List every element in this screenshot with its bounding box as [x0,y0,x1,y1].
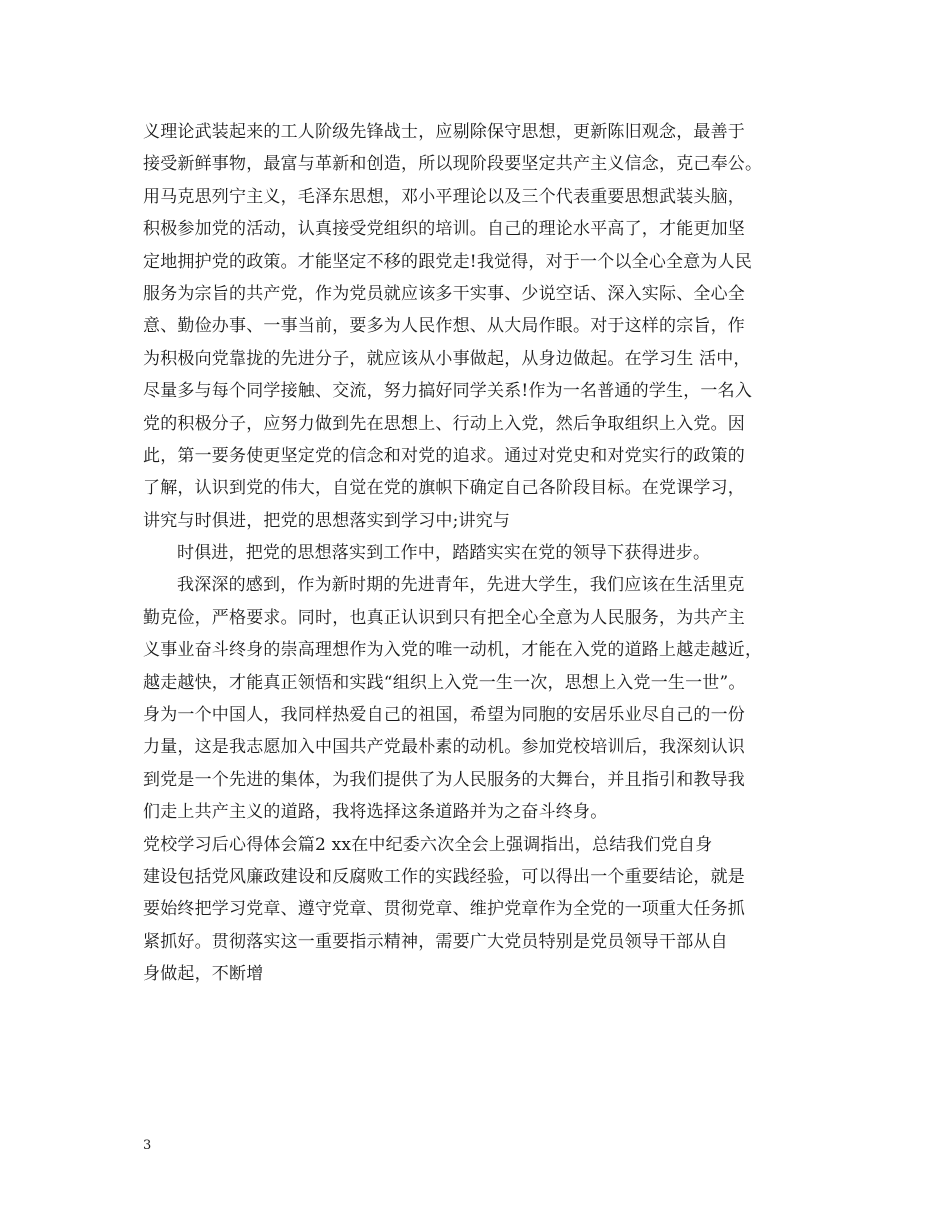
text-line: 党校学习后心得体会篇2 xx在中纪委六次全会上强调指出，总结我们党自身 [143,834,713,855]
text-line: 到党是一个先进的集体，为我们提供了为人民服务的大舞台，并且指引和教导我 [143,769,745,790]
text-line: 尽量多与每个同学接触、交流，努力搞好同学关系!作为一名普通的学生，一名入 [143,381,753,402]
text-line: 积极参加党的活动，认真接受党组织的培训。自己的理论水平高了，才能更加坚 [143,219,745,240]
text-line: 勤克俭，严格要求。同时，也真正认识到只有把全心全意为人民服务，为共产主 [143,607,745,628]
text-line: 紧抓好。贯彻落实这一重要指示精神，需要广大党员特别是党员领导干部从自 [143,931,728,952]
text-line: 定地拥护党的政策。才能坚定不移的跟党走!我觉得，对于一个以全心全意为人民 [143,251,753,272]
text-line: 要始终把学习党章、遵守党章、贯彻党章、维护党章作为全党的一项重大任务抓 [143,899,745,920]
text-line: 党的积极分子，应努力做到先在思想上、行动上入党，然后争取组织上入党。因 [143,413,745,434]
text-line: 服务为宗旨的共产党，作为党员就应该多干实事、少说空话、深入实际、全心全 [143,283,745,304]
text-line: 身做起，不断增 [143,964,264,985]
page-number: 3 [143,1138,152,1153]
text-line: 义理论武装起来的工人阶级先锋战士，应剔除保守思想，更新陈旧观念，最善于 [143,122,745,142]
text-line: 时俱进，把党的思想落实到工作中，踏踏实实在党的领导下获得进步。 [177,543,711,564]
text-line: 我深深的感到，作为新时期的先进青年，先进大学生，我们应该在生活里克 [177,575,745,596]
text-line: 此，第一要务使更坚定党的信念和对党的追求。通过对党史和对党实行的政策的 [143,445,745,466]
text-line: 义事业奋斗终身的崇高理想作为入党的唯一动机，才能在入党的道路上越走越近， [143,640,763,661]
body-text [143,116,843,991]
text-line: 为积极向党靠拢的先进分子，就应该从小事做起，从身边做起。在学习生 活中， [143,348,751,369]
text-line: 接受新鲜事物，最富与革新和创造，所以现阶段要坚定共产主义信念，克己奉公。 [143,154,763,175]
text-line: 了解，认识到党的伟大，自觉在党的旗帜下确定自己各阶段目标。在党课学习， [143,478,745,499]
text-line: 建设包括党风廉政建设和反腐败工作的实践经验，可以得出一个重要结论，就是 [143,866,745,887]
text-line: 身为一个中国人，我同样热爱自己的祖国，希望为同胞的安居乐业尽自己的一份 [143,705,745,726]
text-line: 用马克思列宁主义，毛泽东思想，邓小平理论以及三个代表重要思想武装头脑， [143,186,745,207]
text-line: 讲究与时俱进，把党的思想落实到学习中;讲究与 [143,510,511,531]
text-line: 们走上共产主义的道路，我将选择这条道路并为之奋斗终身。 [143,802,608,823]
text-line: 力量，这是我志愿加入中国共产党最朴素的动机。参加党校培训后，我深刻认识 [143,737,745,758]
text-line: 越走越快，才能真正领悟和实践“组织上入党一生一次，思想上入党一生一世”。 [143,672,746,693]
text-line: 意、勤俭办事、一事当前，要多为人民作想、从大局作眼。对于这样的宗旨，作 [143,316,745,337]
